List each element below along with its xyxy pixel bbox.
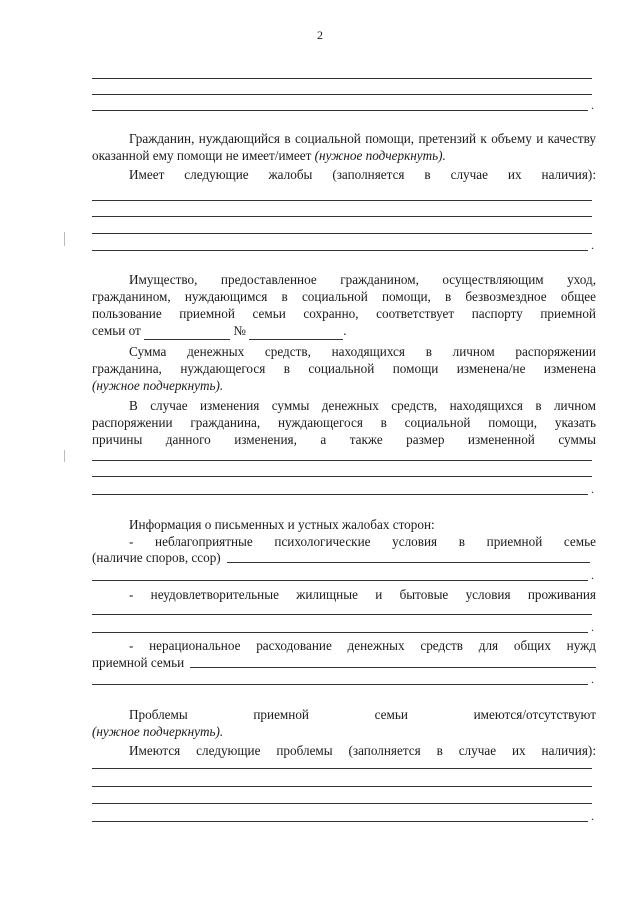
property-line-1: Имущество, предоставленное гражданином, осуществляющим уход, xyxy=(129,272,596,287)
complaints-text: Гражданин, нуждающийся в социальной помощи, претензий к объему и качеству оказанной ему помощи не имеет/имеет xyxy=(92,131,596,163)
sides-item-2: - неудовлетворительные жилищные и бытовые условия проживания xyxy=(129,587,596,602)
problems-word: Проблемы xyxy=(129,707,188,722)
property-line-2: гражданином, нуждающимся в социальной помощи, в безвозмездное общее xyxy=(92,289,596,304)
blank-line xyxy=(92,216,592,217)
complaints-paragraph xyxy=(92,130,596,164)
line-end-mark: . xyxy=(591,568,594,582)
blank-line xyxy=(92,614,592,615)
blank-line xyxy=(92,94,592,95)
blank-line xyxy=(92,786,592,787)
problems-word: приемной xyxy=(253,707,309,722)
blank-line xyxy=(92,803,592,804)
sides-item-3-line-2 xyxy=(92,654,596,671)
property-line-4 xyxy=(92,322,596,340)
blank-line xyxy=(92,768,592,769)
property-line-3: пользование приемной семьи сохранно, соответствует паспорту приемной xyxy=(92,306,596,321)
change-line-2: распоряжении гражданина, нуждающегося в социальной помощи, указать xyxy=(92,415,596,430)
problems-word: имеются/отсутствуют xyxy=(473,707,596,722)
problems-word: семьи xyxy=(374,707,408,722)
blank-line xyxy=(92,821,588,822)
underline-note: (нужное подчеркнуть). xyxy=(314,148,446,163)
problems-line-1 xyxy=(129,706,596,723)
blank-line xyxy=(92,460,592,461)
blank-line xyxy=(92,476,592,477)
scan-mark xyxy=(64,450,65,462)
sides-item-3-label: приемной семьи xyxy=(92,655,185,670)
problems-list-heading: Имеются следующие проблемы (заполняется в случае их наличия): xyxy=(129,743,596,758)
line-end-mark: . xyxy=(591,482,594,496)
blank-line xyxy=(92,632,588,633)
sides-item-3-line-1: - нерациональное расходование денежных средств для общих нужд xyxy=(129,638,596,653)
passport-number-label: № xyxy=(233,323,246,338)
underline-note: (нужное подчеркнуть). xyxy=(92,378,224,393)
line-end-mark: . xyxy=(591,98,594,112)
blank-line xyxy=(92,580,588,581)
sides-heading: Информация о письменных и устных жалобах сторон: xyxy=(129,517,435,532)
passport-date-field xyxy=(144,322,230,340)
fill-line xyxy=(227,549,590,563)
sides-item-1-line-2 xyxy=(92,549,596,566)
funds-line-1: Сумма денежных средств, находящихся в личном распоряжении xyxy=(129,344,596,359)
underline-note: (нужное подчеркнуть). xyxy=(92,724,224,739)
line-end-mark: . xyxy=(591,238,594,252)
blank-line xyxy=(92,684,588,685)
blank-line xyxy=(92,200,592,201)
sides-item-1-line-1: - неблагоприятные психологические условия в приемной семье xyxy=(129,534,596,549)
page-number: 2 xyxy=(317,28,323,42)
fill-line xyxy=(190,654,596,668)
blank-line xyxy=(92,78,592,79)
change-line-1: В случае изменения суммы денежных средств, находящихся в личном xyxy=(129,398,596,413)
funds-line-2: гражданина, нуждающегося в социальной помощи изменена/не изменена xyxy=(92,361,596,376)
sides-item-1-label: (наличие споров, ссор) xyxy=(92,550,221,565)
line-end-mark: . xyxy=(591,809,594,823)
passport-number-field xyxy=(249,322,343,340)
line-end-mark: . xyxy=(343,323,347,338)
scan-mark xyxy=(64,232,65,246)
complaints-list-heading: Имеет следующие жалобы (заполняется в случае их наличия): xyxy=(129,167,596,182)
passport-date-label: семьи от xyxy=(92,323,141,338)
change-line-3: причины данного изменения, а также размер измененной суммы xyxy=(92,432,596,447)
blank-line xyxy=(92,250,588,251)
line-end-mark: . xyxy=(591,620,594,634)
line-end-mark: . xyxy=(591,672,594,686)
blank-line xyxy=(92,110,588,111)
blank-line xyxy=(92,233,592,234)
blank-line xyxy=(92,494,588,495)
